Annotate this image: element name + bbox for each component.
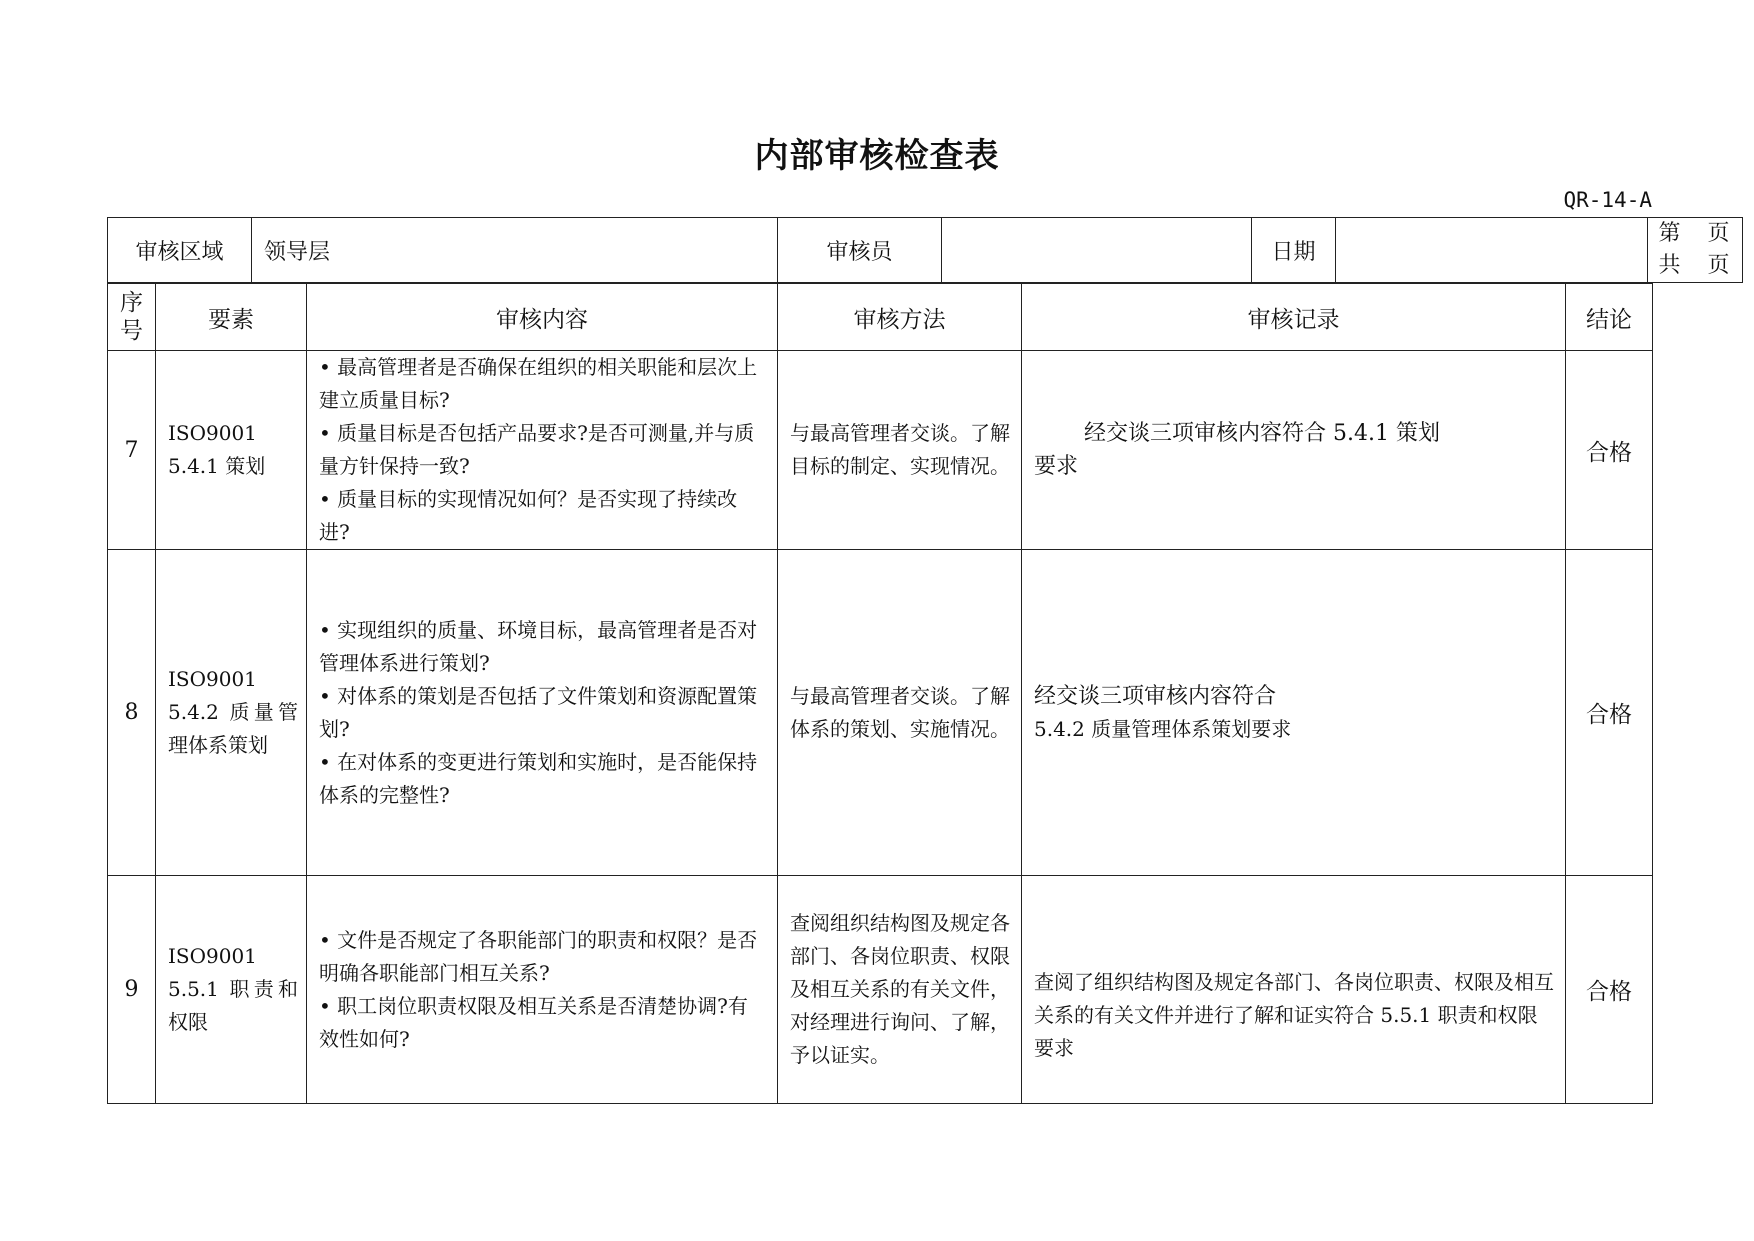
column-header-seq xyxy=(108,284,156,351)
row-conclusion: 合格 xyxy=(1566,550,1653,876)
element-standard: ISO9001 xyxy=(168,944,257,968)
row-audit-record xyxy=(1022,876,1566,1104)
table-row xyxy=(108,876,1653,1104)
form-code: QR-14-A xyxy=(1563,188,1652,212)
page-info xyxy=(1648,218,1743,283)
row-audit-content xyxy=(307,550,778,876)
audit-record-line: 5.4.2 质量管理体系策划要求 xyxy=(1034,716,1292,741)
audit-content-item: • 职工岗位职责权限及相互关系是否清楚协调?有效性如何? xyxy=(319,993,748,1051)
row-audit-record xyxy=(1022,351,1566,550)
element-clause: 5.4.2 质量管理体系策划 xyxy=(168,700,298,757)
element-clause: 5.4.1 策划 xyxy=(168,454,266,478)
header-table xyxy=(107,217,1743,283)
page-title: 内部审核检查表 xyxy=(754,136,1000,176)
date-value[interactable] xyxy=(1336,218,1648,283)
row-conclusion: 合格 xyxy=(1566,351,1653,550)
audit-record-line: 经交谈三项审核内容符合 5.4.1 策划 xyxy=(1084,421,1440,446)
row-audit-method: 查阅组织结构图及规定各部门、各岗位职责、权限及相互关系的有关文件，对经理进行询问、了解，予以证实。 xyxy=(778,876,1022,1104)
row-seq: 8 xyxy=(108,550,156,876)
audit-record-line: 经交谈三项审核内容符合 xyxy=(1034,683,1277,709)
row-element xyxy=(156,876,307,1104)
audit-content-item: • 质量目标的实现情况如何？是否实现了持续改进? xyxy=(319,487,738,544)
row-audit-content xyxy=(307,876,778,1104)
row-audit-method: 与最高管理者交谈。了解目标的制定、实现情况。 xyxy=(778,351,1022,550)
row-audit-method: 与最高管理者交谈。了解体系的策划、实施情况。 xyxy=(778,550,1022,876)
page-total-label: 共 页 xyxy=(1658,253,1740,278)
element-standard: ISO9001 xyxy=(168,421,257,445)
column-header-method: 审核方法 xyxy=(778,284,1022,351)
date-label: 日期 xyxy=(1252,218,1336,283)
row-element xyxy=(156,351,307,550)
column-header-record: 审核记录 xyxy=(1022,284,1566,351)
row-seq: 7 xyxy=(108,351,156,550)
audit-area-label: 审核区域 xyxy=(108,218,252,283)
audit-content-item: • 在对体系的变更进行策划和实施时，是否能保持体系的完整性? xyxy=(319,749,758,807)
row-audit-content xyxy=(307,351,778,550)
audit-area-value: 领导层 xyxy=(252,218,778,283)
row-audit-record xyxy=(1022,550,1566,876)
audit-content-item: • 对体系的策划是否包括了文件策划和资源配置策划? xyxy=(319,683,758,741)
checklist-table xyxy=(107,283,1653,1104)
column-header-element: 要素 xyxy=(156,284,307,351)
column-header-content: 审核内容 xyxy=(307,284,778,351)
table-row xyxy=(108,550,1653,876)
auditor-value[interactable] xyxy=(942,218,1252,283)
audit-record-line: 要求 xyxy=(1034,454,1079,479)
column-header-row xyxy=(108,284,1653,351)
element-clause: 5.5.1 职责和权限 xyxy=(168,977,298,1034)
audit-content-item: • 实现组织的质量、环境目标，最高管理者是否对管理体系进行策划? xyxy=(319,617,758,675)
page-number-label: 第 页 xyxy=(1658,221,1740,246)
audit-content-item: • 质量目标是否包括产品要求?是否可测量,并与质量方针保持一致? xyxy=(319,421,755,478)
audit-content-item: • 最高管理者是否确保在组织的相关职能和层次上建立质量目标? xyxy=(319,355,758,412)
auditor-label: 审核员 xyxy=(778,218,942,283)
element-standard: ISO9001 xyxy=(168,667,257,691)
row-element xyxy=(156,550,307,876)
row-conclusion: 合格 xyxy=(1566,876,1653,1104)
column-header-seq-text: 序 号 xyxy=(120,290,143,344)
audit-content-item: • 文件是否规定了各职能部门的职责和权限？是否明确各职能部门相互关系? xyxy=(319,927,758,985)
table-row xyxy=(108,351,1653,550)
audit-record-line: 查阅了组织结构图及规定各部门、各岗位职责、权限及相互关系的有关文件并进行了解和证实符合 5.5.1 职责和权限要求 xyxy=(1034,970,1554,1060)
column-header-conclusion: 结论 xyxy=(1566,284,1653,351)
row-seq: 9 xyxy=(108,876,156,1104)
